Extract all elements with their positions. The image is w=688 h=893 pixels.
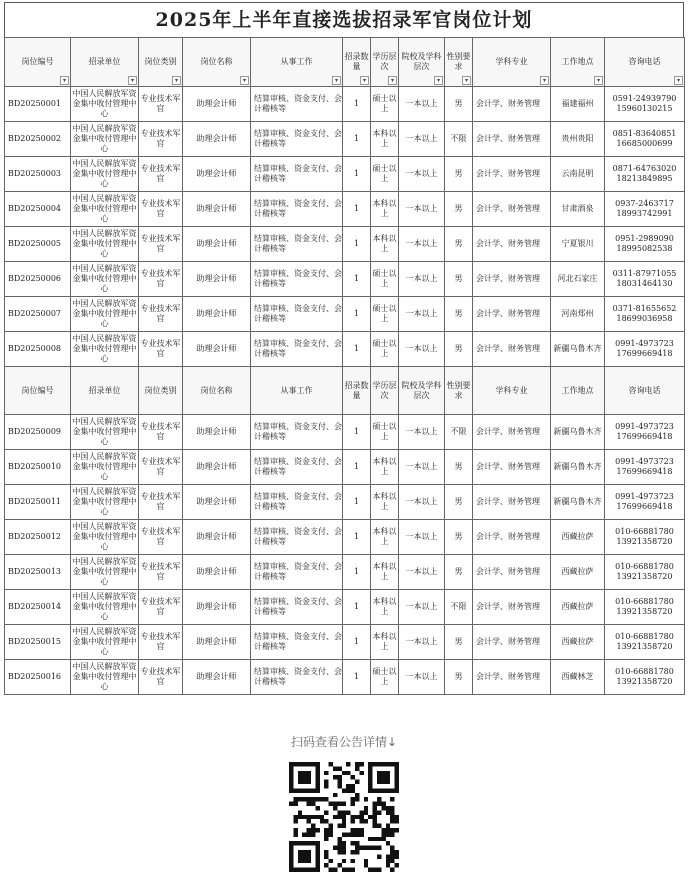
major-cell: 会计学、财务管理 — [473, 660, 551, 695]
quota-cell: 1 — [343, 415, 371, 450]
column-header-label: 学历层次 — [372, 52, 397, 71]
position-name-cell: 助理会计师 — [183, 262, 251, 297]
column-header[interactable] — [551, 38, 605, 87]
table-body-continued — [5, 415, 685, 695]
column-header — [473, 367, 551, 415]
unit-cell: 中国人民解放军资金集中收付管理中心 — [71, 415, 139, 450]
category-cell: 专业技术军官 — [139, 192, 183, 227]
position-name-cell: 助理会计师 — [183, 520, 251, 555]
location-cell: 西藏拉萨 — [551, 625, 605, 660]
table-header-row-repeat — [5, 367, 685, 415]
unit-cell: 中国人民解放军资金集中收付管理中心 — [71, 262, 139, 297]
column-header — [251, 367, 343, 415]
location-cell: 新疆乌鲁木齐 — [551, 450, 605, 485]
scan-prompt: 扫码查看公告详情↓ — [290, 735, 398, 749]
duty-cell: 结算审核、资金支付、会计稽核等 — [251, 192, 343, 227]
position-id-cell: BD20250012 — [5, 520, 71, 555]
filter-dropdown-icon[interactable]: ▾ — [462, 76, 471, 85]
phone-cell: 0371-81655652 18699036958 — [605, 297, 685, 332]
column-header-label: 招录单位 — [88, 57, 121, 66]
column-header[interactable] — [399, 38, 445, 87]
column-header-label: 学历层次 — [372, 380, 397, 400]
column-header[interactable] — [139, 38, 183, 87]
school-level-cell: 一本以上 — [399, 332, 445, 367]
unit-cell: 中国人民解放军资金集中收付管理中心 — [71, 157, 139, 192]
education-cell: 硕士以上 — [371, 332, 399, 367]
education-cell: 本科以上 — [371, 227, 399, 262]
column-header-label: 岗位类别 — [144, 385, 177, 395]
unit-cell: 中国人民解放军资金集中收付管理中心 — [71, 227, 139, 262]
location-cell: 新疆乌鲁木齐 — [551, 332, 605, 367]
gender-cell: 不限 — [445, 590, 473, 625]
gender-cell: 男 — [445, 660, 473, 695]
position-name-cell: 助理会计师 — [183, 87, 251, 122]
footer — [0, 733, 688, 876]
category-cell: 专业技术军官 — [139, 520, 183, 555]
column-header-label: 岗位编号 — [21, 385, 54, 395]
unit-cell: 中国人民解放军资金集中收付管理中心 — [71, 332, 139, 367]
unit-cell: 中国人民解放军资金集中收付管理中心 — [71, 192, 139, 227]
school-level-cell: 一本以上 — [399, 157, 445, 192]
location-cell: 云南昆明 — [551, 157, 605, 192]
positions-table — [4, 37, 685, 695]
position-name-cell: 助理会计师 — [183, 157, 251, 192]
column-header-label: 岗位类别 — [144, 57, 177, 66]
position-id-cell: BD20250010 — [5, 450, 71, 485]
quota-cell: 1 — [343, 262, 371, 297]
position-name-cell: 助理会计师 — [183, 227, 251, 262]
major-cell: 会计学、财务管理 — [473, 520, 551, 555]
duty-cell: 结算审核、资金支付、会计稽核等 — [251, 227, 343, 262]
quota-cell: 1 — [343, 520, 371, 555]
location-cell: 西藏拉萨 — [551, 520, 605, 555]
location-cell: 西藏拉萨 — [551, 590, 605, 625]
gender-cell: 男 — [445, 625, 473, 660]
education-cell: 硕士以上 — [371, 415, 399, 450]
quota-cell: 1 — [343, 332, 371, 367]
column-header[interactable] — [371, 38, 399, 87]
phone-cell: 0991-4973723 17699669418 — [605, 332, 685, 367]
gender-cell: 男 — [445, 192, 473, 227]
education-cell: 本科以上 — [371, 555, 399, 590]
column-header-label: 院校及学科层次 — [401, 380, 442, 400]
location-cell: 新疆乌鲁木齐 — [551, 415, 605, 450]
qr-code-image — [289, 762, 399, 872]
filter-dropdown-icon[interactable]: ▾ — [128, 76, 137, 85]
gender-cell: 男 — [445, 332, 473, 367]
gender-cell: 男 — [445, 297, 473, 332]
quota-cell: 1 — [343, 555, 371, 590]
position-name-cell: 助理会计师 — [183, 332, 251, 367]
education-cell: 硕士以上 — [371, 262, 399, 297]
phone-cell: 0591-24939790 15960130215 — [605, 87, 685, 122]
table-row — [5, 262, 685, 297]
major-cell: 会计学、财务管理 — [473, 262, 551, 297]
filter-dropdown-icon[interactable]: ▾ — [434, 76, 443, 85]
education-cell: 硕士以上 — [371, 87, 399, 122]
major-cell: 会计学、财务管理 — [473, 227, 551, 262]
position-id-cell: BD20250009 — [5, 415, 71, 450]
quota-cell: 1 — [343, 87, 371, 122]
table-row — [5, 122, 685, 157]
position-name-cell: 助理会计师 — [183, 660, 251, 695]
quota-cell: 1 — [343, 590, 371, 625]
school-level-cell: 一本以上 — [399, 87, 445, 122]
education-cell: 本科以上 — [371, 485, 399, 520]
location-cell: 西藏拉萨 — [551, 555, 605, 590]
quota-cell: 1 — [343, 625, 371, 660]
gender-cell: 男 — [445, 485, 473, 520]
location-cell: 贵州贵阳 — [551, 122, 605, 157]
filter-dropdown-icon[interactable]: ▾ — [674, 76, 683, 85]
phone-cell: 0991-4973723 17699669418 — [605, 415, 685, 450]
major-cell: 会计学、财务管理 — [473, 590, 551, 625]
column-header — [371, 367, 399, 415]
filter-dropdown-icon[interactable]: ▾ — [388, 76, 397, 85]
quota-cell: 1 — [343, 122, 371, 157]
position-name-cell: 助理会计师 — [183, 122, 251, 157]
column-header[interactable] — [343, 38, 371, 87]
filter-dropdown-icon[interactable]: ▾ — [60, 76, 69, 85]
major-cell: 会计学、财务管理 — [473, 297, 551, 332]
education-cell: 本科以上 — [371, 450, 399, 485]
quota-cell: 1 — [343, 227, 371, 262]
position-name-cell: 助理会计师 — [183, 555, 251, 590]
education-cell: 本科以上 — [371, 192, 399, 227]
phone-cell: 0951-2989090 18995082538 — [605, 227, 685, 262]
phone-cell: 0991-4973723 17699669418 — [605, 485, 685, 520]
quota-cell: 1 — [343, 157, 371, 192]
column-header — [399, 367, 445, 415]
duty-cell: 结算审核、资金支付、会计稽核等 — [251, 122, 343, 157]
category-cell: 专业技术军官 — [139, 157, 183, 192]
phone-cell: 010-66881780 13921358720 — [605, 625, 685, 660]
school-level-cell: 一本以上 — [399, 660, 445, 695]
phone-cell: 0937-2463717 18993742991 — [605, 192, 685, 227]
duty-cell: 结算审核、资金支付、会计稽核等 — [251, 450, 343, 485]
major-cell: 会计学、财务管理 — [473, 485, 551, 520]
duty-cell: 结算审核、资金支付、会计稽核等 — [251, 415, 343, 450]
unit-cell: 中国人民解放军资金集中收付管理中心 — [71, 450, 139, 485]
position-id-cell: BD20250015 — [5, 625, 71, 660]
column-header — [139, 367, 183, 415]
filter-dropdown-icon[interactable]: ▾ — [332, 76, 341, 85]
gender-cell: 男 — [445, 87, 473, 122]
education-cell: 本科以上 — [371, 625, 399, 660]
duty-cell: 结算审核、资金支付、会计稽核等 — [251, 555, 343, 590]
filter-dropdown-icon[interactable]: ▾ — [540, 76, 549, 85]
column-header — [343, 367, 371, 415]
column-header-label: 从事工作 — [280, 385, 313, 395]
column-header[interactable] — [251, 38, 343, 87]
position-id-cell: BD20250006 — [5, 262, 71, 297]
column-header[interactable] — [473, 38, 551, 87]
unit-cell: 中国人民解放军资金集中收付管理中心 — [71, 297, 139, 332]
school-level-cell: 一本以上 — [399, 555, 445, 590]
column-header — [71, 367, 139, 415]
major-cell: 会计学、财务管理 — [473, 555, 551, 590]
column-header — [5, 367, 71, 415]
gender-cell: 男 — [445, 262, 473, 297]
location-cell: 河南郑州 — [551, 297, 605, 332]
column-header-label: 岗位名称 — [200, 57, 233, 66]
position-id-cell: BD20250011 — [5, 485, 71, 520]
major-cell: 会计学、财务管理 — [473, 87, 551, 122]
location-cell: 甘肃酒泉 — [551, 192, 605, 227]
location-cell: 西藏林芝 — [551, 660, 605, 695]
table-row — [5, 157, 685, 192]
unit-cell: 中国人民解放军资金集中收付管理中心 — [71, 625, 139, 660]
duty-cell: 结算审核、资金支付、会计稽核等 — [251, 590, 343, 625]
major-cell: 会计学、财务管理 — [473, 450, 551, 485]
filter-dropdown-icon[interactable]: ▾ — [240, 76, 249, 85]
column-header-label: 咨询电话 — [628, 385, 661, 395]
position-name-cell: 助理会计师 — [183, 590, 251, 625]
column-header[interactable] — [71, 38, 139, 87]
gender-cell: 男 — [445, 157, 473, 192]
table-row — [5, 227, 685, 262]
position-name-cell: 助理会计师 — [183, 192, 251, 227]
position-id-cell: BD20250004 — [5, 192, 71, 227]
column-header[interactable] — [445, 38, 473, 87]
unit-cell: 中国人民解放军资金集中收付管理中心 — [71, 122, 139, 157]
table-row — [5, 520, 685, 555]
quota-cell: 1 — [343, 660, 371, 695]
position-id-cell: BD20250014 — [5, 590, 71, 625]
gender-cell: 不限 — [445, 122, 473, 157]
quota-cell: 1 — [343, 450, 371, 485]
duty-cell: 结算审核、资金支付、会计稽核等 — [251, 332, 343, 367]
category-cell: 专业技术军官 — [139, 485, 183, 520]
gender-cell: 男 — [445, 520, 473, 555]
position-id-cell: BD20250003 — [5, 157, 71, 192]
column-header-label: 招录单位 — [88, 385, 121, 395]
phone-cell: 010-66881780 13921358720 — [605, 555, 685, 590]
column-header — [183, 367, 251, 415]
school-level-cell: 一本以上 — [399, 590, 445, 625]
duty-cell: 结算审核、资金支付、会计稽核等 — [251, 625, 343, 660]
category-cell: 专业技术军官 — [139, 297, 183, 332]
education-cell: 本科以上 — [371, 520, 399, 555]
category-cell: 专业技术军官 — [139, 625, 183, 660]
unit-cell: 中国人民解放军资金集中收付管理中心 — [71, 485, 139, 520]
table-row — [5, 485, 685, 520]
school-level-cell: 一本以上 — [399, 192, 445, 227]
major-cell: 会计学、财务管理 — [473, 157, 551, 192]
unit-cell: 中国人民解放军资金集中收付管理中心 — [71, 87, 139, 122]
school-level-cell: 一本以上 — [399, 227, 445, 262]
major-cell: 会计学、财务管理 — [473, 192, 551, 227]
column-header-label: 招录数量 — [344, 380, 369, 400]
table-row — [5, 87, 685, 122]
phone-cell: 010-66881780 13921358720 — [605, 590, 685, 625]
table-row — [5, 555, 685, 590]
phone-cell: 0851-83640851 16685000699 — [605, 122, 685, 157]
duty-cell: 结算审核、资金支付、会计稽核等 — [251, 87, 343, 122]
category-cell: 专业技术军官 — [139, 227, 183, 262]
position-name-cell: 助理会计师 — [183, 450, 251, 485]
category-cell: 专业技术军官 — [139, 660, 183, 695]
position-id-cell: BD20250005 — [5, 227, 71, 262]
unit-cell: 中国人民解放军资金集中收付管理中心 — [71, 555, 139, 590]
table-row — [5, 625, 685, 660]
column-header[interactable] — [5, 38, 71, 87]
quota-cell: 1 — [343, 192, 371, 227]
quota-cell: 1 — [343, 297, 371, 332]
location-cell: 宁夏银川 — [551, 227, 605, 262]
position-id-cell: BD20250002 — [5, 122, 71, 157]
column-header — [605, 367, 685, 415]
filter-dropdown-icon[interactable]: ▾ — [594, 76, 603, 85]
column-header-label: 咨询电话 — [628, 57, 661, 66]
table-row — [5, 192, 685, 227]
column-header[interactable] — [605, 38, 685, 87]
quota-cell: 1 — [343, 485, 371, 520]
column-header-label: 性别要求 — [446, 380, 471, 400]
page-title: 2025年上半年直接选拔招录军官岗位计划 — [4, 2, 684, 37]
duty-cell: 结算审核、资金支付、会计稽核等 — [251, 262, 343, 297]
column-header[interactable] — [183, 38, 251, 87]
category-cell: 专业技术军官 — [139, 555, 183, 590]
table-row — [5, 590, 685, 625]
school-level-cell: 一本以上 — [399, 485, 445, 520]
duty-cell: 结算审核、资金支付、会计稽核等 — [251, 520, 343, 555]
column-header-label: 工作地点 — [561, 57, 594, 66]
major-cell: 会计学、财务管理 — [473, 122, 551, 157]
table-row — [5, 660, 685, 695]
column-header — [551, 367, 605, 415]
education-cell: 硕士以上 — [371, 660, 399, 695]
gender-cell: 不限 — [445, 415, 473, 450]
duty-cell: 结算审核、资金支付、会计稽核等 — [251, 297, 343, 332]
phone-cell: 0871-64763020 18213849895 — [605, 157, 685, 192]
education-cell: 本科以上 — [371, 590, 399, 625]
column-header-label: 岗位名称 — [200, 385, 233, 395]
unit-cell: 中国人民解放军资金集中收付管理中心 — [71, 520, 139, 555]
education-cell: 硕士以上 — [371, 297, 399, 332]
phone-cell: 010-66881780 13921358720 — [605, 660, 685, 695]
category-cell: 专业技术军官 — [139, 450, 183, 485]
position-name-cell: 助理会计师 — [183, 625, 251, 660]
education-cell: 硕士以上 — [371, 157, 399, 192]
phone-cell: 0991-4973723 17699669418 — [605, 450, 685, 485]
school-level-cell: 一本以上 — [399, 415, 445, 450]
major-cell: 会计学、财务管理 — [473, 332, 551, 367]
position-id-cell: BD20250013 — [5, 555, 71, 590]
table-row — [5, 297, 685, 332]
school-level-cell: 一本以上 — [399, 297, 445, 332]
filter-dropdown-icon[interactable]: ▾ — [172, 76, 181, 85]
column-header-label: 岗位编号 — [21, 57, 54, 66]
phone-cell: 0311-87971055 18031464130 — [605, 262, 685, 297]
location-cell: 新疆乌鲁木齐 — [551, 485, 605, 520]
position-name-cell: 助理会计师 — [183, 415, 251, 450]
school-level-cell: 一本以上 — [399, 625, 445, 660]
table-row — [5, 415, 685, 450]
gender-cell: 男 — [445, 555, 473, 590]
column-header-label: 招录数量 — [344, 52, 369, 71]
gender-cell: 男 — [445, 450, 473, 485]
position-id-cell: BD20250008 — [5, 332, 71, 367]
column-header-label: 院校及学科层次 — [401, 52, 442, 71]
column-header-label: 性别要求 — [446, 52, 471, 71]
duty-cell: 结算审核、资金支付、会计稽核等 — [251, 157, 343, 192]
column-header-label: 从事工作 — [280, 57, 313, 66]
table-body — [5, 87, 685, 367]
table-row — [5, 450, 685, 485]
unit-cell: 中国人民解放军资金集中收付管理中心 — [71, 660, 139, 695]
position-name-cell: 助理会计师 — [183, 485, 251, 520]
school-level-cell: 一本以上 — [399, 262, 445, 297]
column-header — [445, 367, 473, 415]
category-cell: 专业技术军官 — [139, 262, 183, 297]
category-cell: 专业技术军官 — [139, 590, 183, 625]
phone-cell: 010-66881780 13921358720 — [605, 520, 685, 555]
education-cell: 本科以上 — [371, 122, 399, 157]
column-header-label: 学科专业 — [495, 57, 528, 66]
gender-cell: 男 — [445, 227, 473, 262]
table-header-row — [5, 38, 685, 87]
major-cell: 会计学、财务管理 — [473, 625, 551, 660]
school-level-cell: 一本以上 — [399, 122, 445, 157]
document-sheet — [4, 2, 684, 695]
school-level-cell: 一本以上 — [399, 450, 445, 485]
major-cell: 会计学、财务管理 — [473, 415, 551, 450]
duty-cell: 结算审核、资金支付、会计稽核等 — [251, 660, 343, 695]
category-cell: 专业技术军官 — [139, 122, 183, 157]
category-cell: 专业技术军官 — [139, 332, 183, 367]
school-level-cell: 一本以上 — [399, 520, 445, 555]
position-id-cell: BD20250007 — [5, 297, 71, 332]
category-cell: 专业技术军官 — [139, 87, 183, 122]
column-header-label: 工作地点 — [561, 385, 594, 395]
duty-cell: 结算审核、资金支付、会计稽核等 — [251, 485, 343, 520]
unit-cell: 中国人民解放军资金集中收付管理中心 — [71, 590, 139, 625]
position-id-cell: BD20250016 — [5, 660, 71, 695]
column-header-label: 学科专业 — [495, 385, 528, 395]
table-row — [5, 332, 685, 367]
location-cell: 河北石家庄 — [551, 262, 605, 297]
position-name-cell: 助理会计师 — [183, 297, 251, 332]
category-cell: 专业技术军官 — [139, 415, 183, 450]
location-cell: 福建福州 — [551, 87, 605, 122]
filter-dropdown-icon[interactable]: ▾ — [360, 76, 369, 85]
position-id-cell: BD20250001 — [5, 87, 71, 122]
